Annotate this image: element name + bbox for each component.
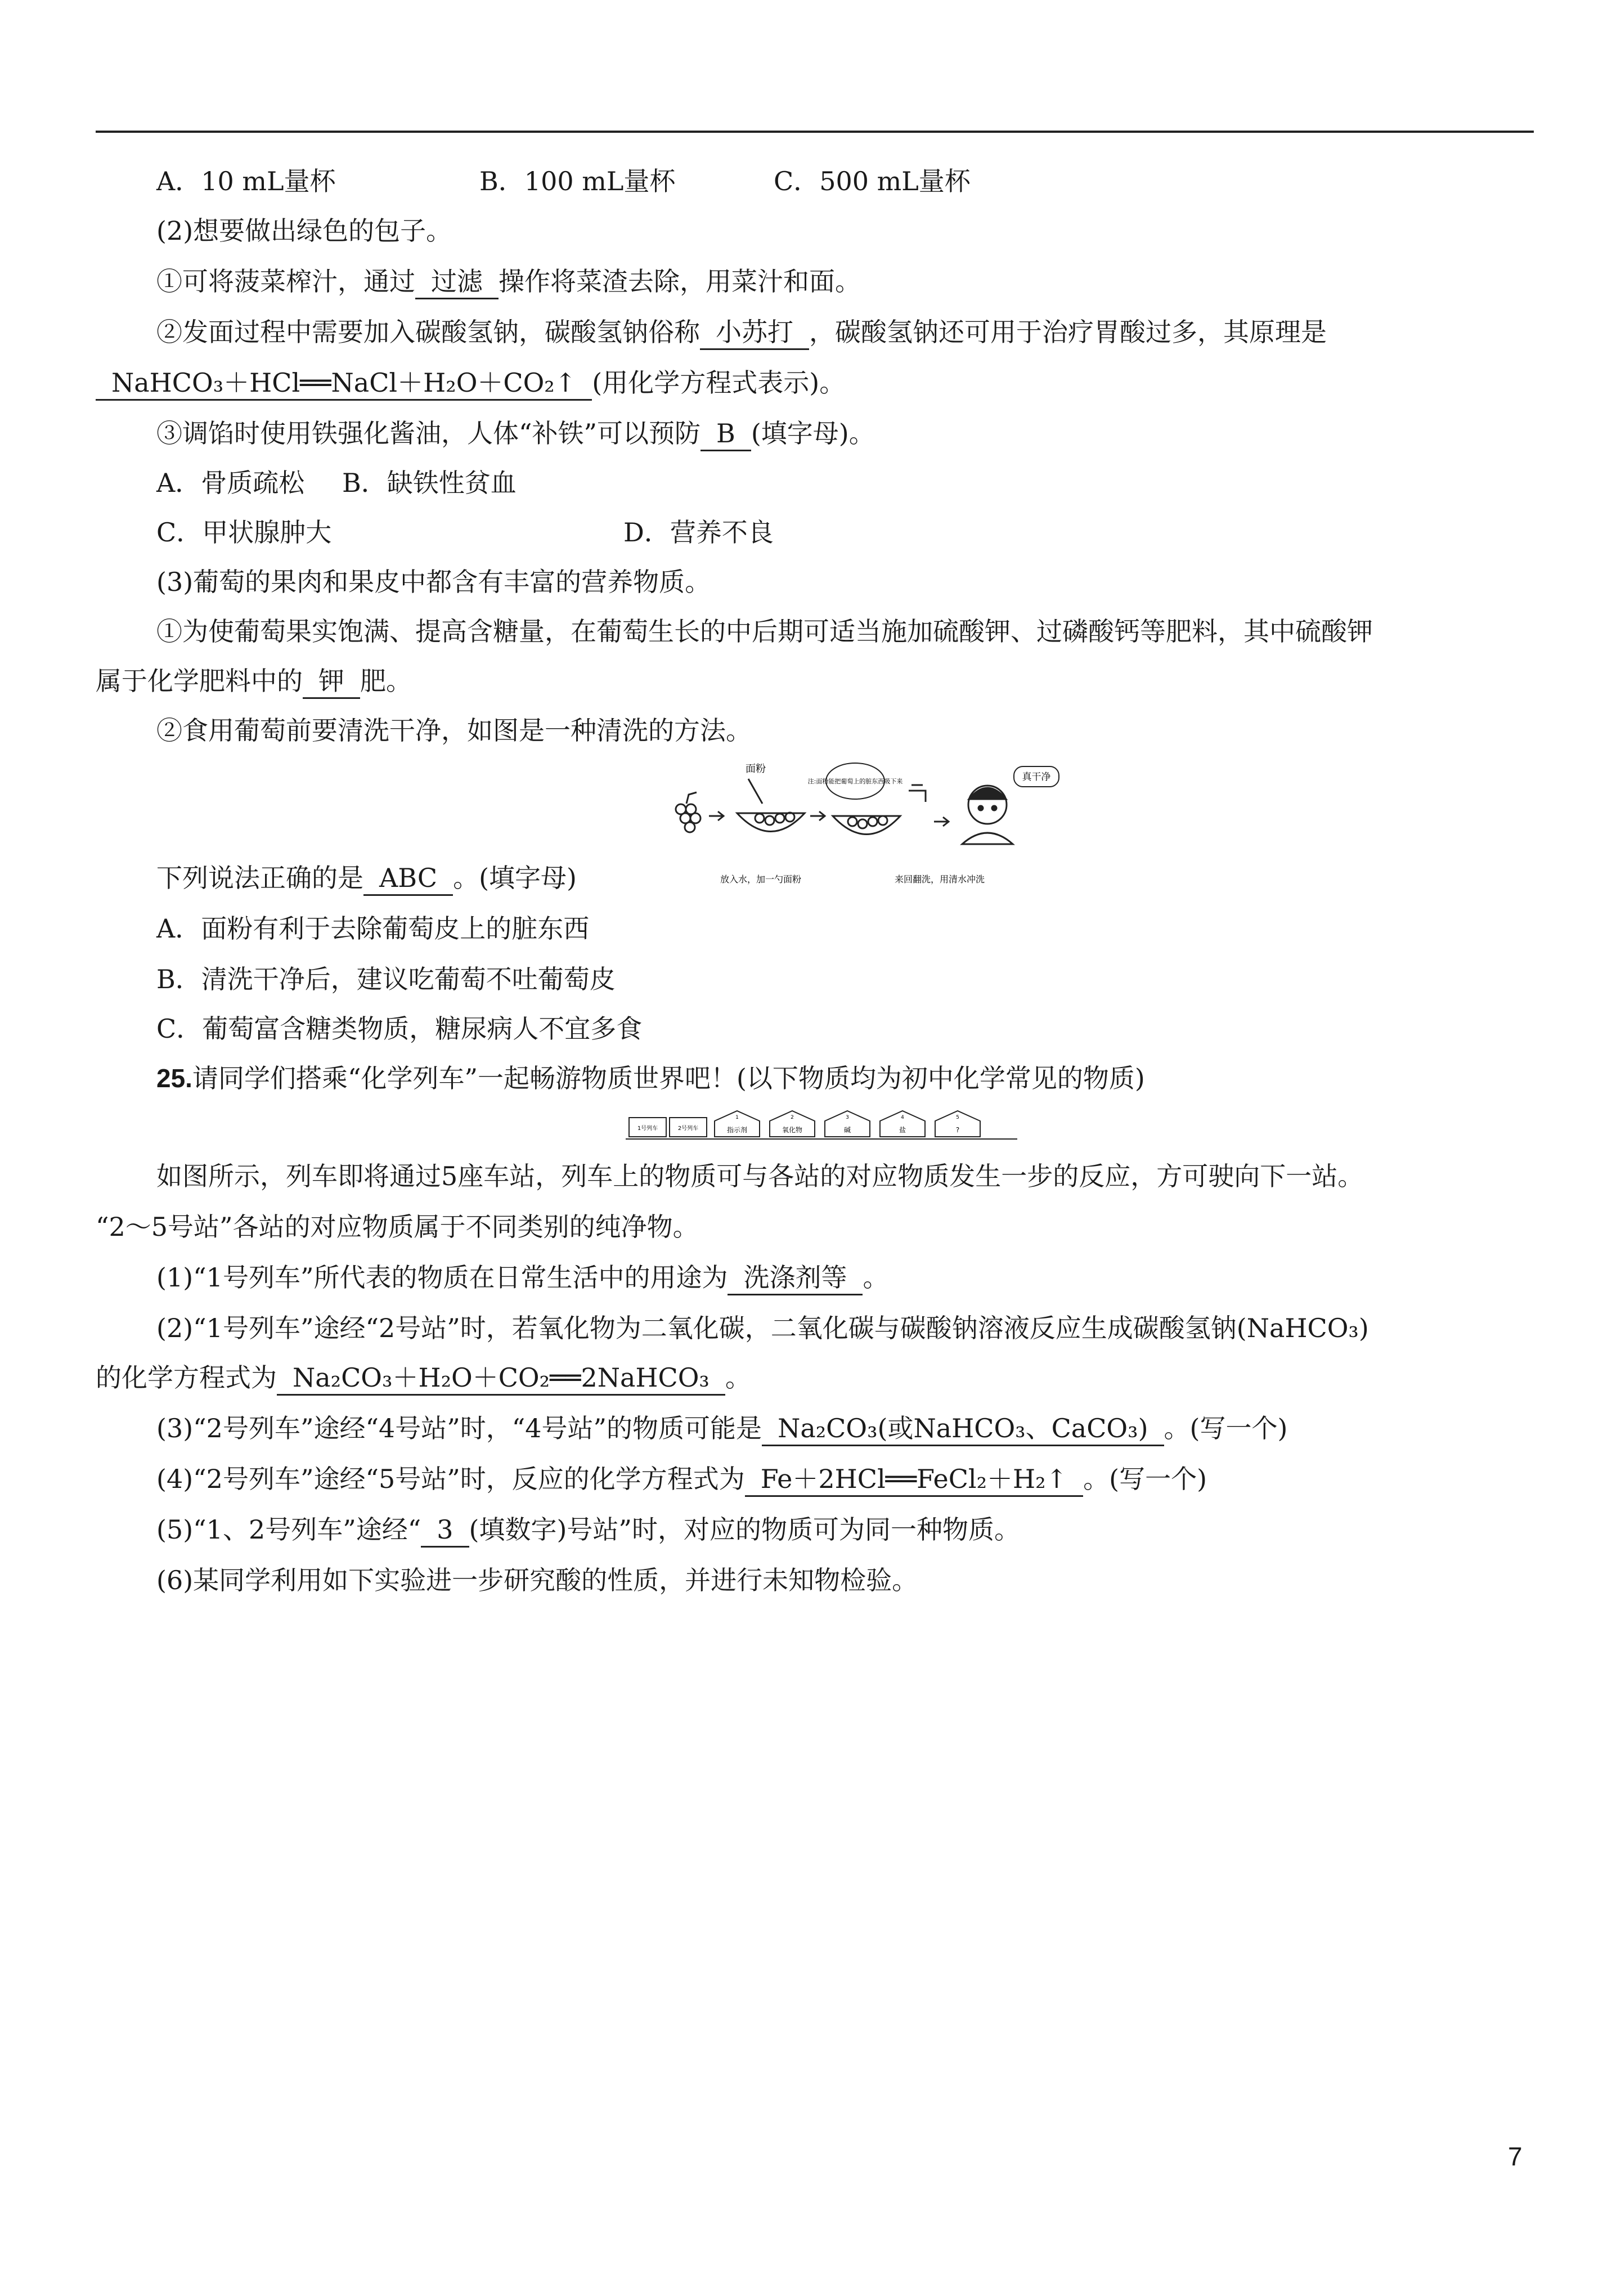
subquestion-3: (3)葡萄的果肉和果皮中都含有丰富的营养物质。 — [156, 567, 711, 597]
svg-text:2号列车: 2号列车 — [677, 1125, 699, 1132]
grape-washing-figure — [670, 760, 1075, 892]
question-25-6: (6)某同学利用如下实验进一步研究酸的性质，并进行未知物检验。 — [156, 1565, 918, 1595]
question-baking-soda: ②发面过程中需要加入碳酸氢钠，碳酸氢钠俗称 小苏打 ，碳酸氢钠还可用于治疗胃酸过多，其原理是 — [156, 315, 1327, 349]
station-4 — [880, 1111, 925, 1137]
svg-text:1: 1 — [735, 1115, 739, 1120]
answer-blank: 洗涤剂等 — [728, 1262, 863, 1295]
option-c: C．甲状腺肿大 — [156, 517, 332, 548]
faucet-icon — [909, 785, 926, 802]
statement-c: C．葡萄富含糖类物质，糖尿病人不宜多食 — [156, 1014, 643, 1044]
statement-a: A．面粉有利于去除葡萄皮上的脏东西 — [156, 913, 590, 944]
station-1 — [715, 1111, 760, 1137]
station-3 — [825, 1111, 870, 1137]
child-icon — [962, 786, 1013, 844]
bowl-icon — [737, 813, 805, 832]
answer-blank: Na₂CO₃＋H₂O＋CO₂══2NaHCO₃ — [277, 1362, 725, 1396]
question-25-3: (3)“2号列车”途经“4号站”时，“4号站”的物质可能是 Na₂CO₃(或NaHCO₃、CaCO₃) 。(写一个) — [156, 1411, 1287, 1445]
header-rule — [96, 131, 1534, 133]
paragraph-stations: “2～5号站”各站的对应物质属于不同类别的纯净物。 — [96, 1212, 699, 1242]
grapes-icon — [676, 792, 701, 832]
svg-text:盐: 盐 — [899, 1126, 906, 1134]
caption-left: 放入水，加一勺面粉 — [720, 874, 802, 885]
question-25-1: (1)“1号列车”所代表的物质在日常生活中的用途为 洗涤剂等 。 — [156, 1261, 888, 1294]
svg-text:注:面粉能把葡萄上的脏东西吸下来: 注:面粉能把葡萄上的脏东西吸下来 — [807, 778, 903, 785]
answer-blank: 过滤 — [415, 266, 499, 299]
option-b: B．100 mL量杯 — [479, 166, 676, 196]
answer-blank: B — [701, 418, 751, 451]
svg-text:?: ? — [955, 1126, 960, 1134]
question-washing: ②食用葡萄前要清洗干净，如图是一种清洗的方法。 — [156, 715, 752, 746]
svg-text:碱: 碱 — [843, 1126, 851, 1134]
svg-text:2: 2 — [791, 1115, 794, 1120]
svg-text:氧化物: 氧化物 — [782, 1126, 803, 1134]
svg-text:1号列车: 1号列车 — [637, 1125, 658, 1132]
page-number: 7 — [1508, 2142, 1523, 2171]
question-fertilizer-answer: 属于化学肥料中的 钾 肥。 — [96, 664, 412, 698]
question-25-5: (5)“1、2号列车”途经“ 3 (填数字)号站”时，对应的物质可为同一种物质。 — [156, 1513, 1020, 1546]
option-b: B．缺铁性贫血 — [342, 468, 517, 498]
answer-blank: 3 — [421, 1514, 469, 1548]
question-25-2-answer: 的化学方程式为 Na₂CO₃＋H₂O＋CO₂══2NaHCO₃ 。 — [96, 1361, 751, 1394]
option-a: A．10 mL量杯 — [156, 166, 336, 196]
speech-bubble — [1014, 766, 1059, 787]
answer-blank: Na₂CO₃(或NaHCO₃、CaCO₃) — [762, 1413, 1164, 1446]
arrow-icon — [934, 817, 949, 826]
question-number: 25. — [156, 1064, 192, 1093]
train-2 — [670, 1118, 707, 1137]
arrow-icon — [709, 811, 724, 820]
arrow-icon — [810, 811, 825, 820]
train-station-figure — [625, 1109, 1018, 1142]
question-iron: ③调馅时使用铁强化酱油，人体“补铁”可以预防 B (填字母)。 — [156, 416, 875, 450]
svg-text:5: 5 — [956, 1115, 959, 1120]
answer-blank: NaHCO₃＋HCl══NaCl＋H₂O＋CO₂↑ — [96, 367, 592, 401]
question-correct-statements: 下列说法正确的是 ABC 。(填字母) — [156, 861, 577, 895]
answer-blank: ABC — [363, 863, 453, 896]
option-d: D．营养不良 — [623, 517, 774, 548]
station-2 — [770, 1111, 815, 1137]
note-bubble — [808, 763, 903, 799]
svg-text:4: 4 — [901, 1115, 904, 1120]
answer-blank: Fe＋2HCl══FeCl₂＋H₂↑ — [745, 1464, 1083, 1497]
station-5 — [935, 1111, 980, 1137]
statement-b: B．清洗干净后，建议吃葡萄不吐葡萄皮 — [156, 964, 616, 994]
caption-right: 来回翻洗，用清水冲洗 — [895, 874, 985, 885]
spoon-icon — [748, 779, 762, 804]
equation-line: NaHCO₃＋HCl══NaCl＋H₂O＋CO₂↑ (用化学方程式表示)。 — [96, 366, 845, 400]
option-c: C．500 mL量杯 — [774, 166, 971, 196]
question-25-4: (4)“2号列车”途经“5号站”时，反应的化学方程式为 Fe＋2HCl══FeCl₂＋H₂↑ 。(写一个) — [156, 1462, 1207, 1496]
train-1 — [629, 1118, 666, 1137]
svg-text:3: 3 — [846, 1115, 849, 1120]
bowl-icon — [833, 816, 900, 835]
flour-label: 面粉 — [746, 763, 766, 775]
question-fertilizer-text: ①为使葡萄果实饱满、提高含糖量，在葡萄生长的中后期可适当施加硫酸钾、过磷酸钙等肥料，其中硫酸钾 — [156, 616, 1373, 647]
question-filter: ①可将菠菜榨汁，通过 过滤 操作将菜渣去除，用菜汁和面。 — [156, 264, 861, 298]
question-25-2-text: (2)“1号列车”途经“2号站”时，若氧化物为二氧化碳，二氧化碳与碳酸钠溶液反应生成碳酸氢钠(NaHCO₃) — [156, 1313, 1369, 1343]
answer-blank: 小苏打 — [700, 317, 809, 350]
answer-blank: 钾 — [303, 666, 360, 699]
question-25-title: 25.请同学们搭乘“化学列车”一起畅游物质世界吧！(以下物质均为初中化学常见的物质) — [156, 1063, 1145, 1093]
paragraph-train-intro: 如图所示，列车即将通过5座车站，列车上的物质可与各站的对应物质发生一步的反应，方可驶向下一站。 — [156, 1161, 1364, 1191]
subquestion-2: (2)想要做出绿色的包子。 — [156, 216, 452, 246]
svg-text:指示剂: 指示剂 — [726, 1126, 748, 1134]
option-a: A．骨质疏松 — [156, 468, 305, 498]
svg-text:真干净: 真干净 — [1022, 772, 1051, 783]
